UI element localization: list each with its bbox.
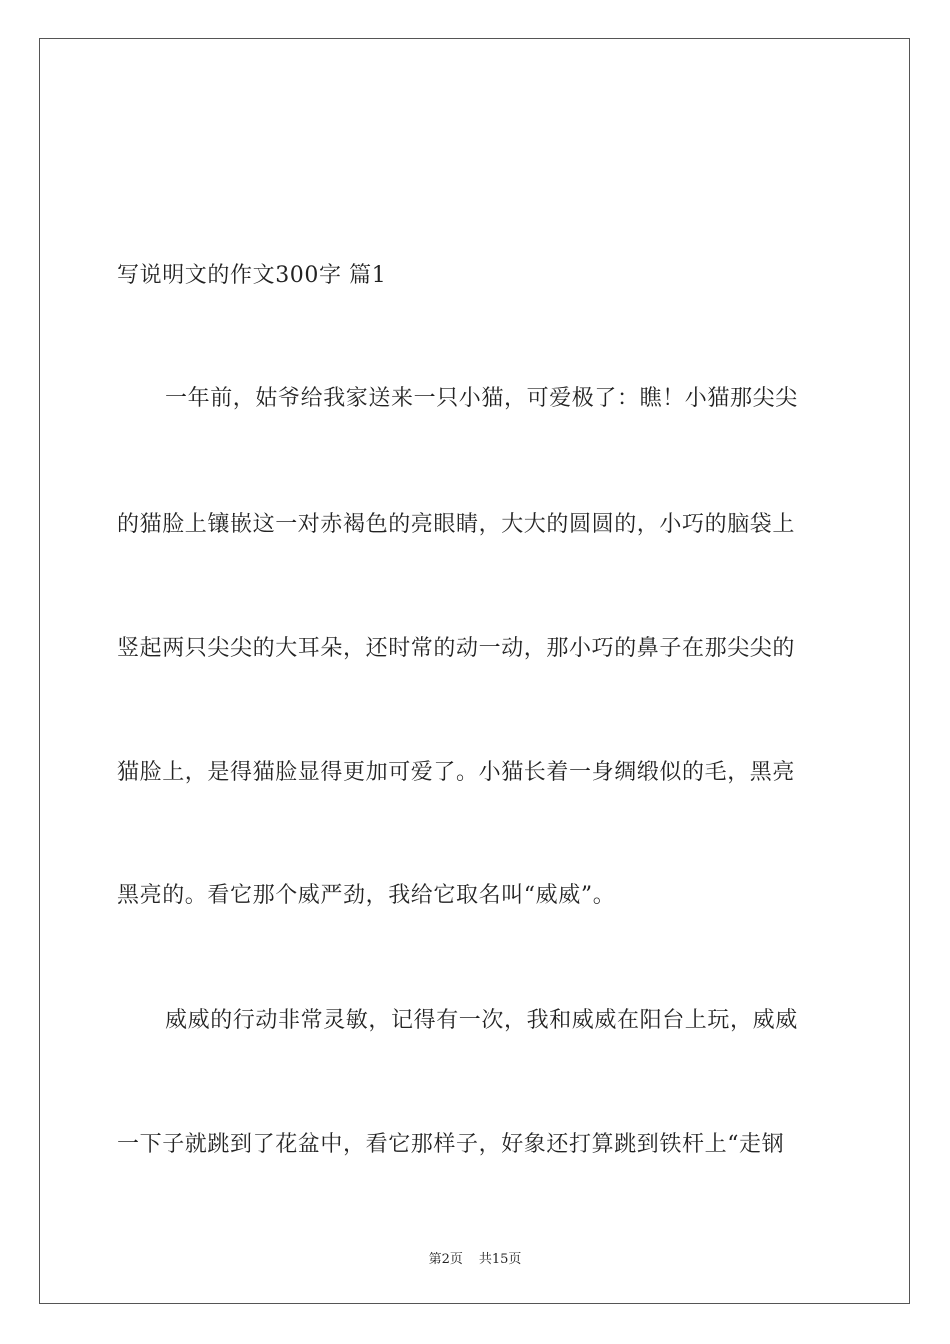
essay-title: 写说明文的作文300字 篇1 <box>117 263 387 288</box>
paragraph-line: 的猫脸上镶嵌这一对赤褐色的亮眼睛，大大的圆圆的，小巧的脑袋上 <box>117 512 796 537</box>
paragraph-line: 黑亮的。看它那个威严劲，我给它取名叫“威威”。 <box>117 883 616 908</box>
page-number-total: 共15页 <box>478 1252 522 1267</box>
paragraph-line: 威威的行动非常灵敏，记得有一次，我和威威在阳台上玩，威威 <box>165 1008 798 1033</box>
page-number-current: 第2页 <box>428 1252 463 1267</box>
paragraph-line: 一下子就跳到了花盆中，看它那样子，好象还打算跳到铁杆上“走钢 <box>117 1132 785 1157</box>
paragraph-line: 猫脸上，是得猫脸显得更加可爱了。小猫长着一身绸缎似的毛，黑亮 <box>117 760 796 785</box>
paragraph-line: 竖起两只尖尖的大耳朵，还时常的动一动，那小巧的鼻子在那尖尖的 <box>117 636 796 661</box>
page-border <box>39 38 910 1304</box>
paragraph-line: 一年前，姑爷给我家送来一只小猫，可爱极了：瞧！小猫那尖尖 <box>165 386 798 411</box>
page-footer <box>0 1248 950 1267</box>
